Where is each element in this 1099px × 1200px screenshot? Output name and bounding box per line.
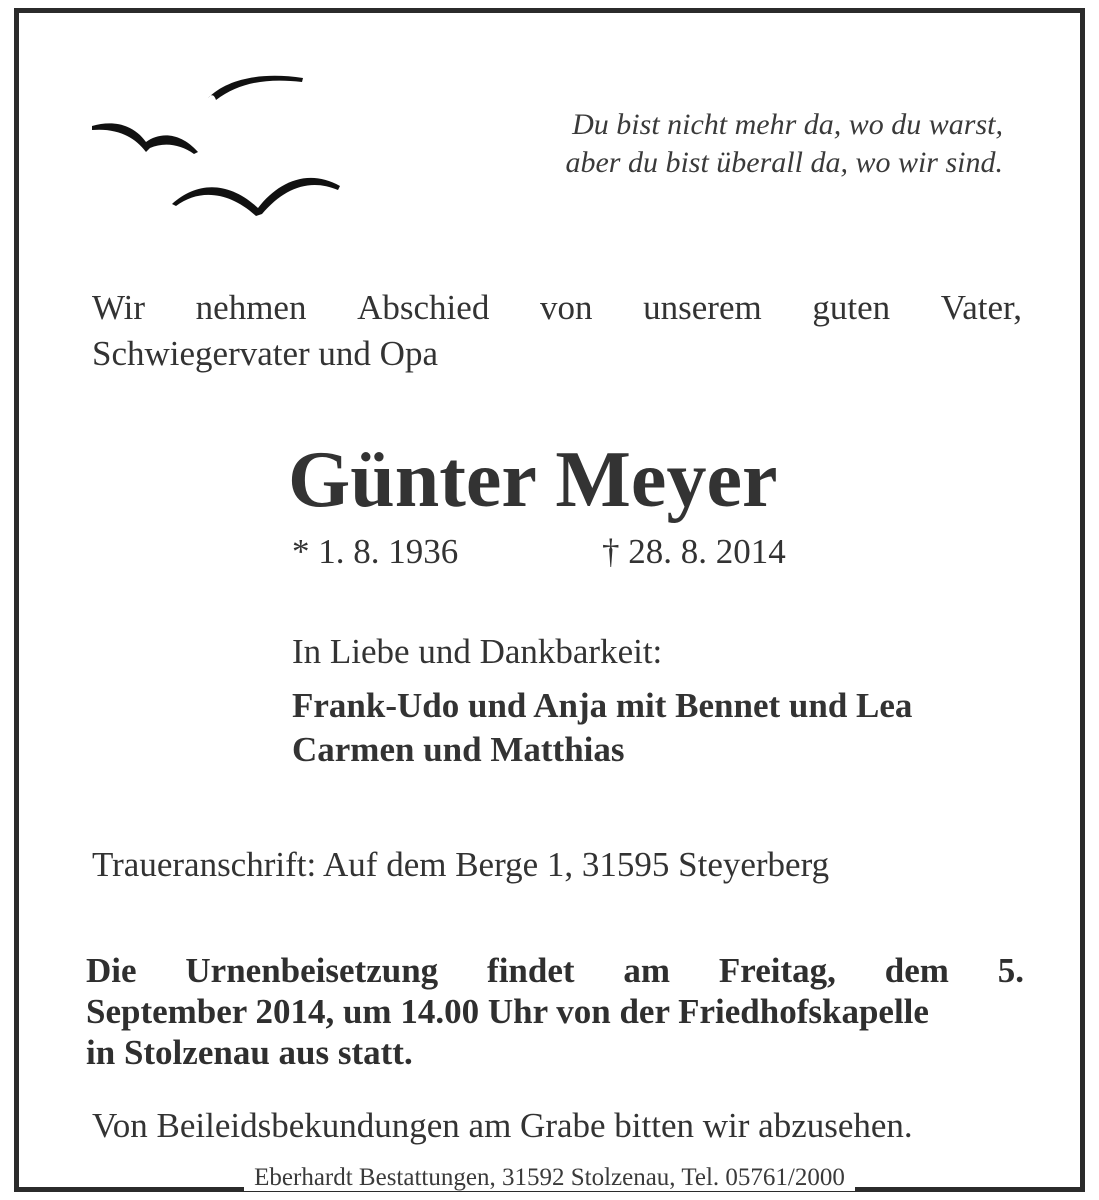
funeral-home-text: Eberhardt Bestattungen, 31592 Stolzenau, Tel. 05761/2000 xyxy=(244,1164,855,1191)
funeral-word: dem xyxy=(884,951,949,990)
quote-line-1: Du bist nicht mehr da, wo du warst, xyxy=(572,108,1003,141)
intro-word: guten xyxy=(812,288,891,327)
funeral-word: Die xyxy=(86,951,137,990)
funeral-line-2: September 2014, um 14.00 Uhr von der Friedhofskapelle xyxy=(86,992,929,1031)
funeral-line-1 xyxy=(86,950,1024,991)
funeral-line-3: in Stolzenau aus statt. xyxy=(86,1033,413,1072)
mourning-address: Traueranschrift: Auf dem Berge 1, 31595 Steyerberg xyxy=(92,845,830,884)
death-date: † 28. 8. 2014 xyxy=(602,532,786,571)
intro-line-1 xyxy=(92,285,1022,331)
intro-word: unserem xyxy=(643,288,762,327)
intro-line-2: Schwiegervater und Opa xyxy=(92,334,438,373)
intro-text xyxy=(92,285,1022,377)
intro-word: von xyxy=(539,288,593,327)
bird-icon-left xyxy=(92,123,198,154)
bird-icon-top xyxy=(208,76,303,100)
mourners-list xyxy=(292,684,912,772)
funeral-announcement xyxy=(86,950,1024,1073)
deceased-name: Günter Meyer xyxy=(288,436,778,524)
birds-icon xyxy=(88,70,348,220)
funeral-word: findet xyxy=(487,951,575,990)
mourners-heading: In Liebe und Dankbarkeit: xyxy=(292,632,663,671)
mourners-line-1: Frank-Udo und Anja mit Bennet und Lea xyxy=(292,686,913,725)
birth-date: * 1. 8. 1936 xyxy=(292,532,459,571)
mourners-line-2: Carmen und Matthias xyxy=(292,730,625,769)
funeral-word: 5. xyxy=(997,951,1024,990)
condolence-note: Von Beileidsbekundungen am Grabe bitten wir abzusehen. xyxy=(92,1106,913,1145)
quote-line-2: aber du bist überall da, wo wir sind. xyxy=(565,146,1003,179)
funeral-word: am xyxy=(623,951,671,990)
intro-word: Vater, xyxy=(940,288,1022,327)
funeral-home-footer xyxy=(0,1163,1099,1193)
intro-word: nehmen xyxy=(195,288,307,327)
funeral-word: Freitag, xyxy=(718,951,836,990)
bird-icon-bottom xyxy=(172,178,340,216)
intro-word: Wir xyxy=(92,288,146,327)
funeral-word: Urnenbeisetzung xyxy=(185,951,439,990)
quote xyxy=(565,106,1003,182)
intro-word: Abschied xyxy=(357,288,490,327)
